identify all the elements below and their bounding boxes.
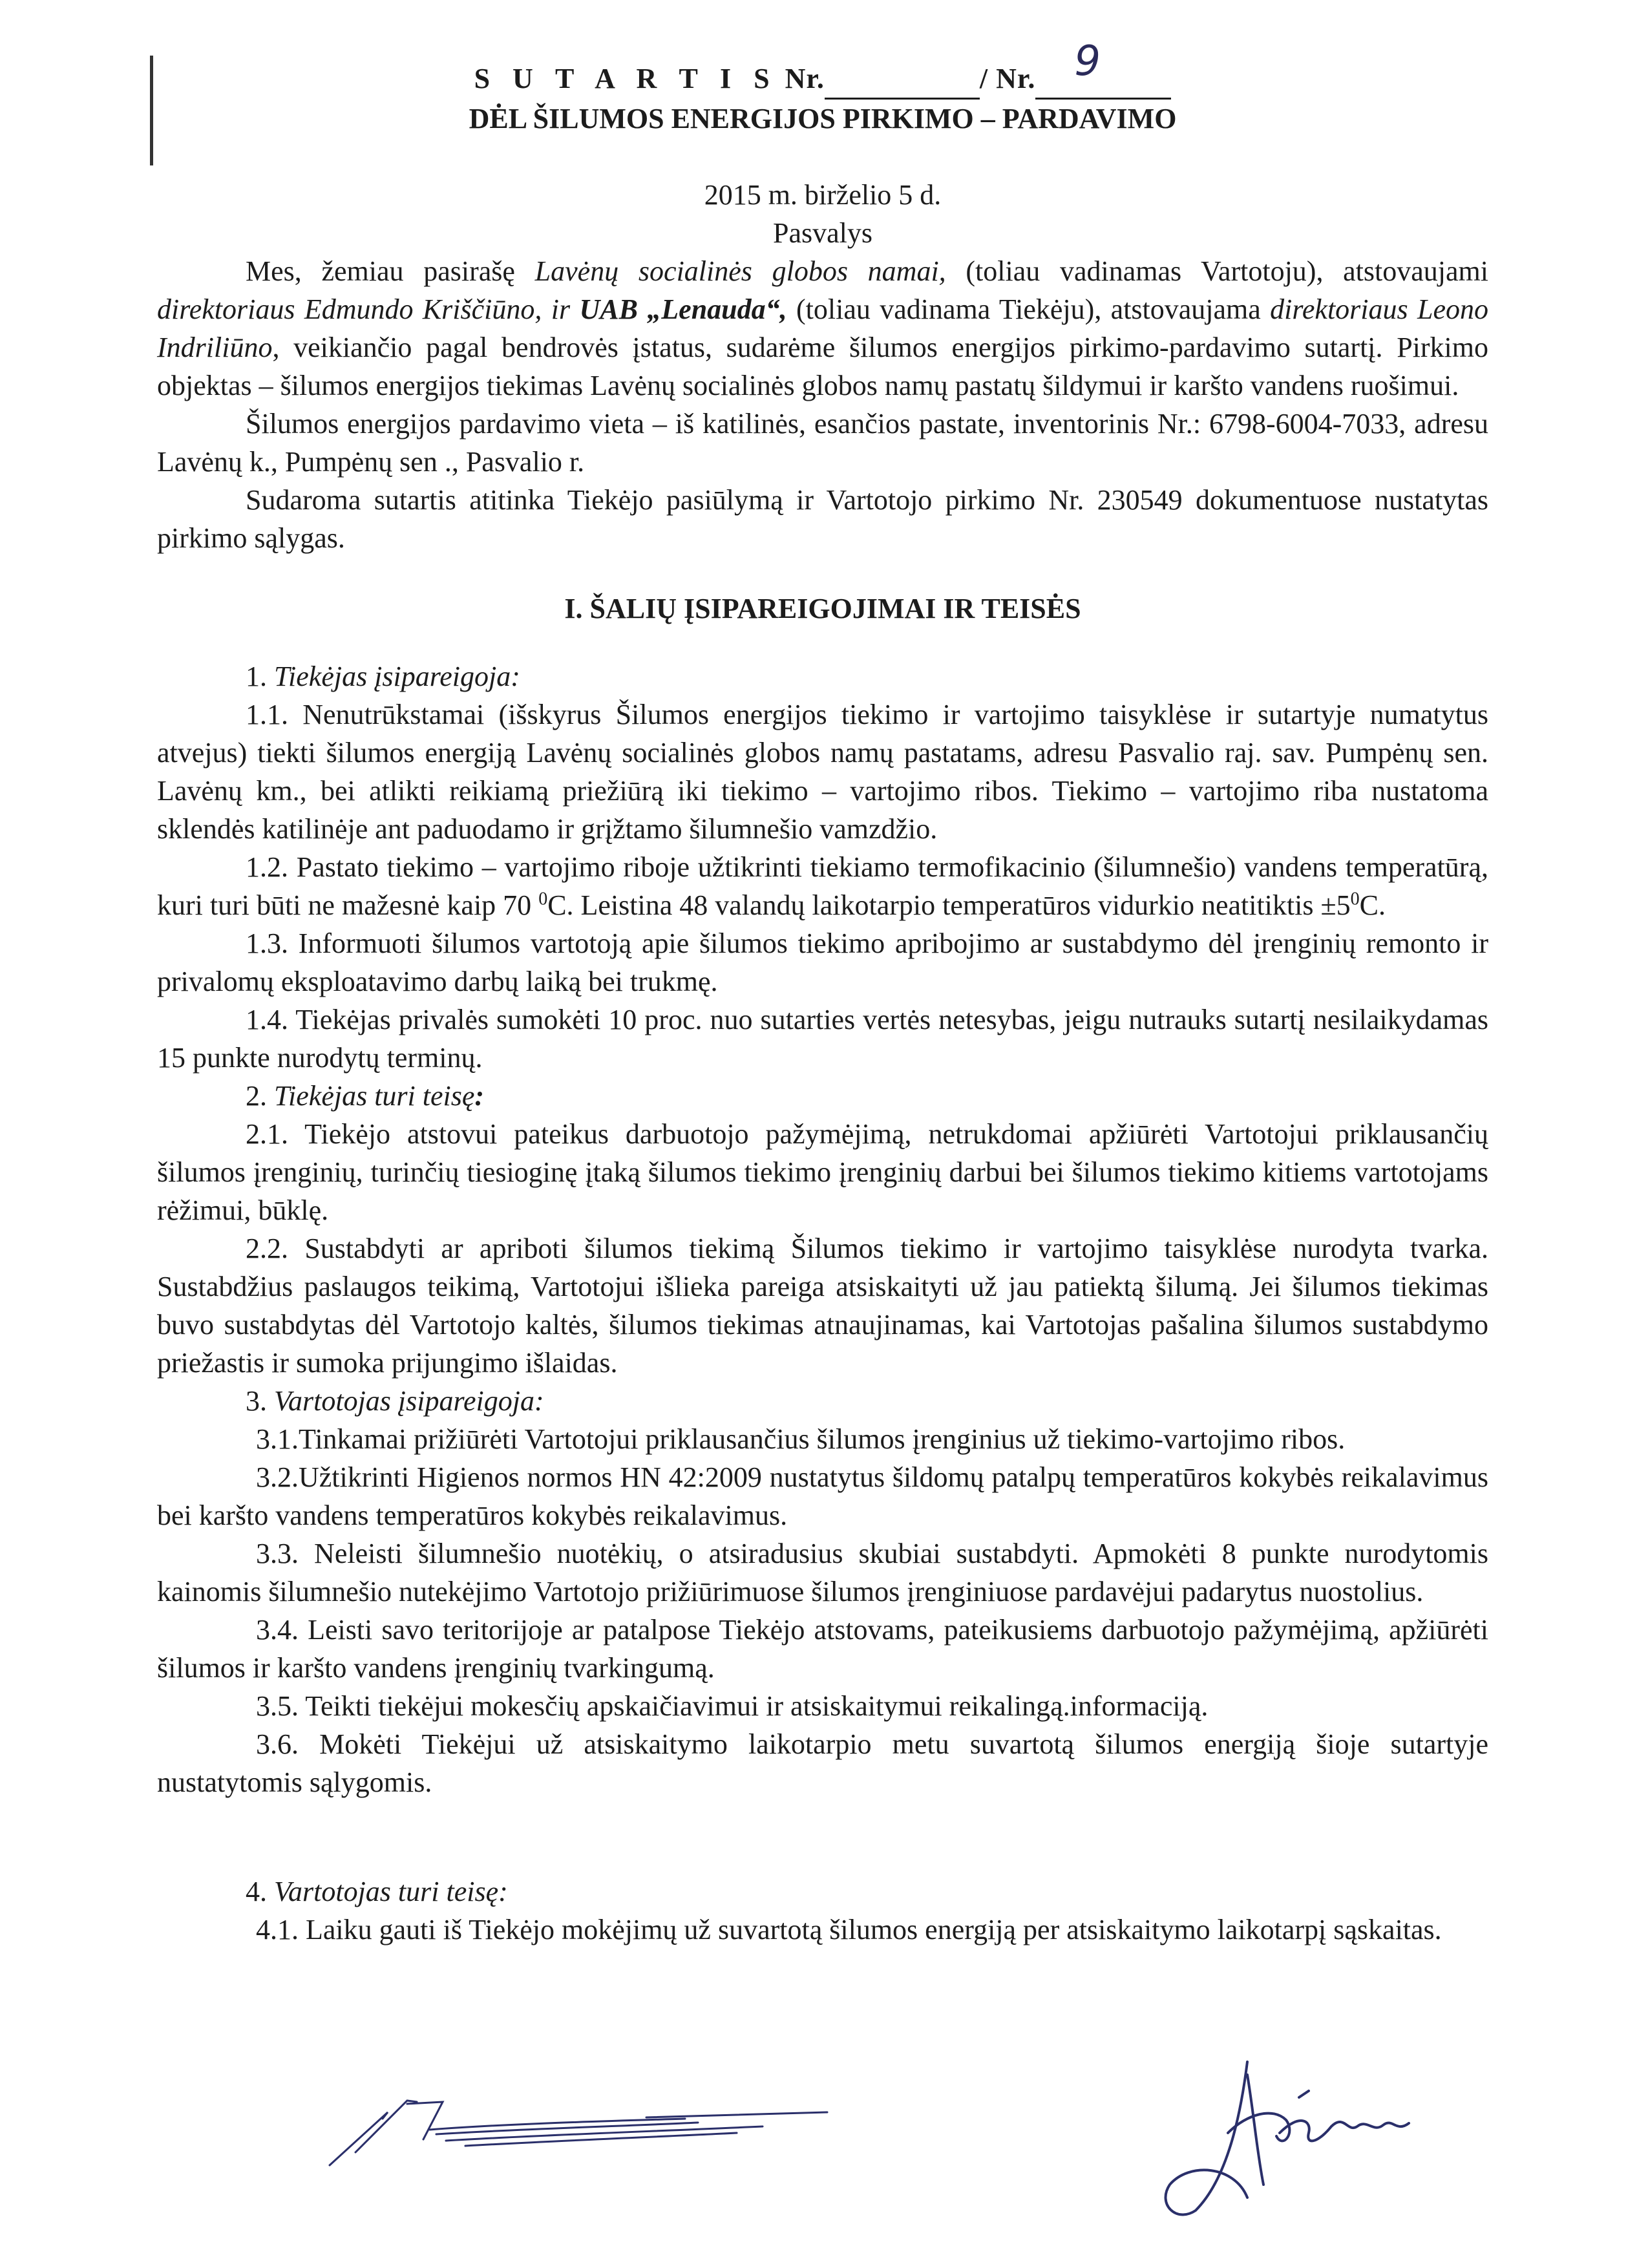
margin-mark xyxy=(150,56,153,165)
clause-3-heading: 3. Vartotojas įsipareigoja: xyxy=(246,1385,544,1417)
clause-4-1: 4.1. Laiku gauti iš Tiekėjo mokėjimų už suvartotą šilumos energiją per atsiskaitymo laikotarpį sąskaitas. xyxy=(256,1914,1442,1945)
handwritten-number: 9 xyxy=(1074,37,1102,85)
clause-3-2: 3.2.Užtikrinti Higienos normos HN 42:2009 nustatytus šildomų patalpų temperatūros kokybės reikalavimus bei karšto vandens temperatūros kokybės reikalavimus. xyxy=(157,1461,1488,1531)
clause-3-6: 3.6. Mokėti Tiekėjui už atsiskaitymo laikotarpio metu suvartotą šilumos energiją šioje sutartyje nustatytomis sąlygomis. xyxy=(157,1728,1488,1798)
contract-date: 2015 m. birželio 5 d. xyxy=(704,179,942,211)
signature-consumer xyxy=(1150,2036,1448,2230)
nr1-label: Nr. xyxy=(785,63,825,94)
clause-1-heading: 1. Tiekėjas įsipareigoja: xyxy=(246,661,520,692)
nr2-blank xyxy=(1035,37,1171,100)
clause-3-3: 3.3. Neleisti šilumnešio nuotėkių, o atsiradusius skubiai sustabdyti. Apmokėti 8 punkte nurodytomis kainomis šilumnešio nutekėjimo Vartotojo prižiūrimuose šilumos įrenginiuose pardavėjui padarytus nuostolius. xyxy=(157,1538,1488,1607)
nr2-label: / Nr. xyxy=(979,63,1036,94)
clause-1-2: 1.2. Pastato tiekimo – vartojimo riboje užtikrinti tiekiamo termofikacinio (šilumnešio) vandens temperatūrą, kuri turi būti ne mažesnė kaip 70 $^0$C. Leistina 48 valandų laikotarpio temperatūros vidurkio neatitiktis $\pm 5^0C$. xyxy=(157,851,1488,921)
clause-2-heading: 2. Tiekėjas turi teisę: xyxy=(246,1080,485,1112)
contract-page xyxy=(157,37,1488,1949)
clause-3-1: 3.1.Tinkamai prižiūrėti Vartotojui priklausančius šilumos įrenginius už tiekimo-vartojimo ribos. xyxy=(256,1423,1346,1455)
clause-3-4: 3.4. Leisti savo teritorijoje ar patalpose Tiekėjo atstovams, pateikusiems darbuotojo pažymėjimą, apžiūrėti šilumos ir karšto vandens įrenginių tvarkingumą. xyxy=(157,1614,1488,1684)
clause-2-2: 2.2. Sustabdyti ar apriboti šilumos tiekimą Šilumos tiekimo ir vartojimo taisyklėse nurodyta tvarka. Sustabdžius paslaugos teikimą, Vartotojui išlieka pareiga atsiskaityti už jau patiektą šilumą. Jei šilumos tiekimas buvo sustabdytas dėl Vartotojo kaltės, šilumos tiekimas atnaujinamas, kai Vartotojas pašalina šilumos sustabdymo priežastis ir sumoka prijungimo išlaidas. xyxy=(157,1233,1488,1379)
signature-supplier xyxy=(310,2055,840,2185)
clause-1-3: 1.3. Informuoti šilumos vartotoją apie šilumos tiekimo apribojimo ar sustabdymo dėl įrenginių remonto ir privalomų eksploatavimo darbų laiką bei trukmę. xyxy=(157,927,1488,997)
clause-4-heading: 4. Vartotojas turi teisę: xyxy=(246,1876,508,1907)
contract-place: Pasvalys xyxy=(773,217,872,249)
intro-paragraph: Mes, žemiau pasirašę Lavėnų socialinės globos namai, (toliau vadinamas Vartotoju), atstovaujami direktoriaus Edmundo Kriščiūno, ir UAB „Lenauda“, (toliau vadinama Tiekėju), atstovaujama direktoriaus Leono Indriliūno, veikiančio pagal bendrovės įstatus, sudarėme šilumos energijos pirkimo-pardavimo sutartį. Pirkimo objektas – šilumos energijos tiekimas Lavėnų socialinės globos namų pastatų šildymui ir karšto vandens ruošimui. xyxy=(157,255,1488,401)
contract-title xyxy=(157,37,1488,100)
nr1-blank xyxy=(825,59,980,100)
clause-1-4: 1.4. Tiekėjas privalės sumokėti 10 proc. nuo sutarties vertės netesybas, jeigu nutrauks sutartį nesilaikydamas 15 punkte nurodytų terminų. xyxy=(157,1004,1488,1074)
clause-2-1: 2.1. Tiekėjo atstovui pateikus darbuotojo pažymėjimą, netrukdomai apžiūrėti Vartotojui priklausančių šilumos įrenginių, turinčių tiesioginę įtaką šilumos tiekimo įrenginių darbui bei šilumos tiekimo kitiems vartotojams rėžimui, būklę. xyxy=(157,1118,1488,1226)
section-title: I. ŠALIŲ ĮSIPAREIGOJIMAI IR TEISĖS xyxy=(564,593,1081,624)
clause-3-5: 3.5. Teikti tiekėjui mokesčių apskaičiavimui ir atsiskaitymui reikalingą.informaciją. xyxy=(256,1690,1209,1722)
sale-location-paragraph: Šilumos energijos pardavimo vieta – iš katilinės, esančios pastate, inventorinis Nr.: 6798-6004-7033, adresu Lavėnų k., Pumpėnų sen ., Pasvalio r. xyxy=(157,408,1488,478)
contract-subtitle: DĖL ŠILUMOS ENERGIJOS PIRKIMO – PARDAVIMO xyxy=(469,103,1177,134)
clause-1-1: 1.1. Nenutrūkstamai (išskyrus Šilumos energijos tiekimo ir vartojimo taisyklėse ir sutartyje numatytus atvejus) tiekti šilumos energiją Lavėnų socialinės globos namų pastatams, adresu Pasvalio raj. sav. Pumpėnų sen. Lavėnų km., bei atlikti reikiamą priežiūrą iki tiekimo – vartojimo ribos. Tiekimo – vartojimo riba nustatoma sklendės katilinėje ant paduodamo ir grįžtamo šilumnešio vamzdžio. xyxy=(157,699,1488,845)
title-prefix: S U T A R T I S xyxy=(474,63,777,94)
procurement-paragraph: Sudaroma sutartis atitinka Tiekėjo pasiūlymą ir Vartotojo pirkimo Nr. 230549 dokumentuose nustatytas pirkimo sąlygas. xyxy=(157,484,1488,554)
